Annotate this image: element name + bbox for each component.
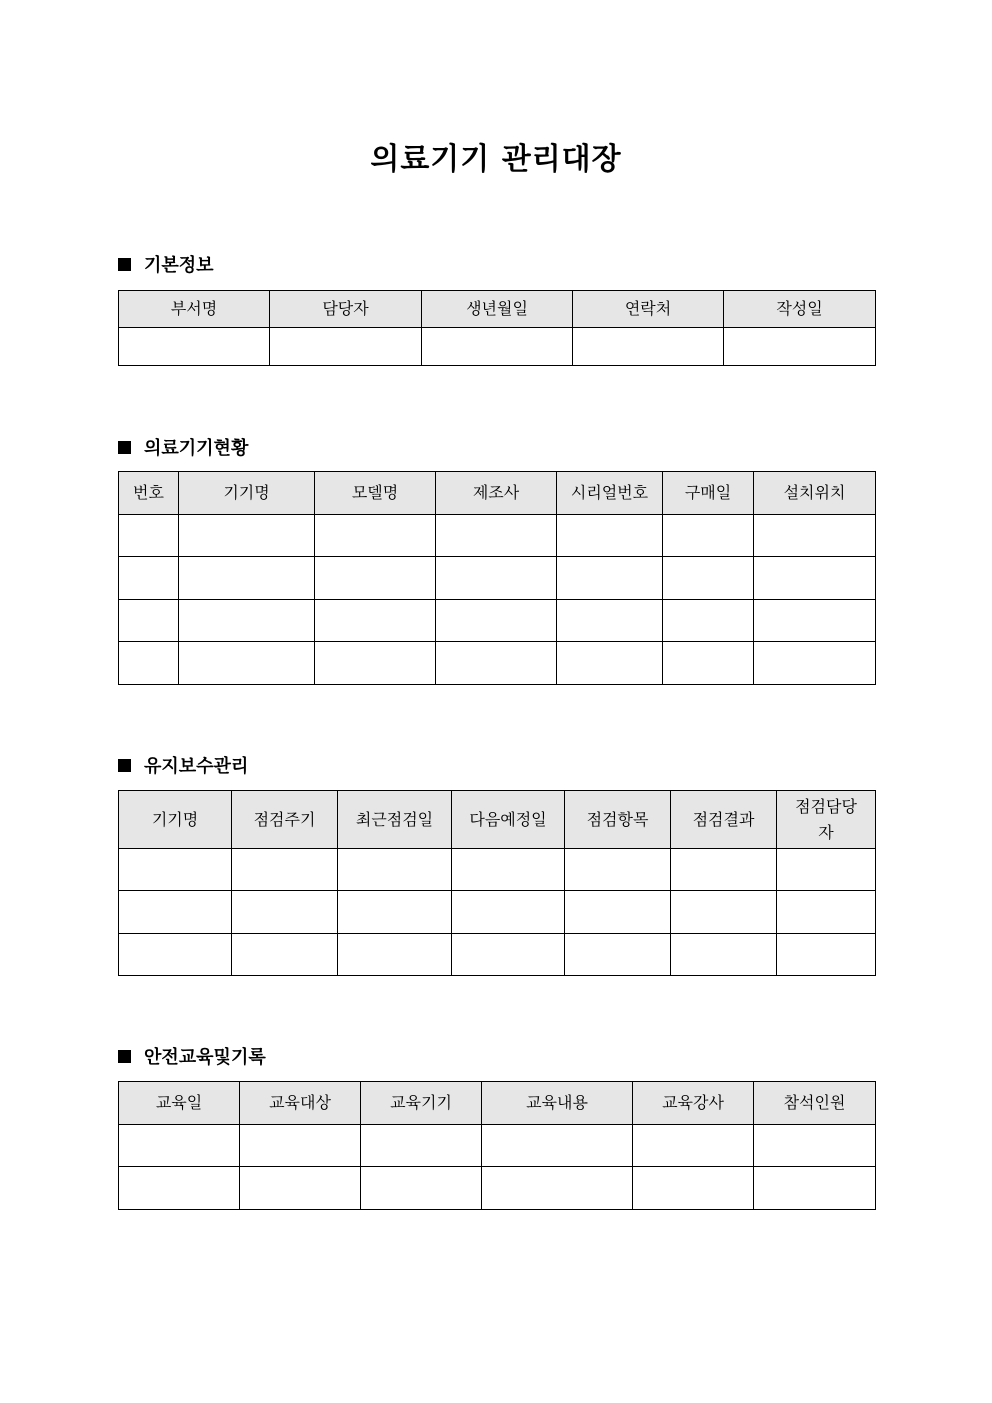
input-cell[interactable] bbox=[557, 600, 663, 642]
input-cell[interactable] bbox=[361, 1167, 482, 1210]
input-cell[interactable] bbox=[315, 642, 436, 685]
section-heading-safety-training bbox=[118, 1044, 266, 1068]
section-heading-basic-info bbox=[118, 252, 214, 276]
table-row bbox=[119, 934, 876, 976]
input-cell[interactable] bbox=[315, 557, 436, 600]
square-bullet-icon bbox=[118, 441, 131, 454]
input-cell[interactable] bbox=[119, 849, 232, 891]
input-cell[interactable] bbox=[557, 557, 663, 600]
column-header: 다음예정일 bbox=[452, 791, 565, 849]
input-cell[interactable] bbox=[119, 557, 179, 600]
section-heading-label: 의료기기현황 bbox=[144, 438, 249, 459]
table-row bbox=[119, 891, 876, 934]
input-cell[interactable] bbox=[452, 934, 565, 976]
input-cell[interactable] bbox=[482, 1125, 633, 1167]
column-header: 교육기기 bbox=[361, 1082, 482, 1125]
section-heading-label: 기본정보 bbox=[144, 255, 214, 276]
input-cell[interactable] bbox=[754, 1167, 876, 1210]
input-cell[interactable] bbox=[663, 557, 754, 600]
basic-info-table bbox=[118, 290, 876, 366]
table-row bbox=[119, 642, 876, 685]
column-header: 모델명 bbox=[315, 472, 436, 515]
table-row bbox=[119, 515, 876, 557]
input-cell[interactable] bbox=[777, 849, 876, 891]
column-header: 연락처 bbox=[573, 291, 724, 328]
column-header: 제조사 bbox=[436, 472, 557, 515]
column-header: 교육내용 bbox=[482, 1082, 633, 1125]
column-header: 교육강사 bbox=[633, 1082, 754, 1125]
input-cell[interactable] bbox=[663, 600, 754, 642]
input-cell[interactable] bbox=[557, 642, 663, 685]
column-header: 시리얼번호 bbox=[557, 472, 663, 515]
table-header-row bbox=[119, 791, 876, 849]
column-header: 담당자 bbox=[270, 291, 422, 328]
input-cell[interactable] bbox=[633, 1125, 754, 1167]
input-cell[interactable] bbox=[663, 515, 754, 557]
input-cell[interactable] bbox=[671, 891, 777, 934]
table-row bbox=[119, 849, 876, 891]
input-cell[interactable] bbox=[338, 849, 452, 891]
column-header: 부서명 bbox=[119, 291, 270, 328]
input-cell[interactable] bbox=[482, 1167, 633, 1210]
input-cell[interactable] bbox=[338, 934, 452, 976]
input-cell[interactable] bbox=[119, 642, 179, 685]
input-cell[interactable] bbox=[119, 891, 232, 934]
column-header: 최근점검일 bbox=[338, 791, 452, 849]
input-cell[interactable] bbox=[119, 600, 179, 642]
input-cell[interactable] bbox=[436, 600, 557, 642]
column-header: 교육대상 bbox=[240, 1082, 361, 1125]
maintenance-table bbox=[118, 790, 876, 976]
input-cell[interactable] bbox=[452, 849, 565, 891]
document-title: 의료기기 관리대장 bbox=[370, 142, 622, 177]
safety-training-table bbox=[118, 1081, 876, 1210]
input-cell[interactable] bbox=[232, 934, 338, 976]
column-header: 생년월일 bbox=[422, 291, 573, 328]
column-header: 점검항목 bbox=[565, 791, 671, 849]
square-bullet-icon bbox=[118, 258, 131, 271]
input-cell[interactable] bbox=[557, 515, 663, 557]
input-cell[interactable] bbox=[315, 515, 436, 557]
input-cell[interactable] bbox=[452, 891, 565, 934]
column-header: 번호 bbox=[119, 472, 179, 515]
column-header: 구매일 bbox=[663, 472, 754, 515]
input-cell[interactable] bbox=[754, 1125, 876, 1167]
square-bullet-icon bbox=[118, 1050, 131, 1063]
input-cell[interactable] bbox=[232, 891, 338, 934]
input-cell[interactable] bbox=[777, 934, 876, 976]
input-cell[interactable] bbox=[119, 515, 179, 557]
input-cell[interactable] bbox=[232, 849, 338, 891]
input-cell[interactable] bbox=[754, 642, 876, 685]
input-cell[interactable] bbox=[179, 600, 315, 642]
square-bullet-icon bbox=[118, 759, 131, 772]
section-heading-device-status bbox=[118, 435, 248, 459]
input-cell[interactable] bbox=[565, 849, 671, 891]
table-row bbox=[119, 557, 876, 600]
input-cell[interactable] bbox=[119, 1167, 240, 1210]
input-cell[interactable] bbox=[754, 557, 876, 600]
input-cell[interactable] bbox=[338, 891, 452, 934]
input-cell[interactable] bbox=[777, 891, 876, 934]
input-cell[interactable] bbox=[179, 515, 315, 557]
input-cell[interactable] bbox=[671, 934, 777, 976]
input-cell[interactable] bbox=[361, 1125, 482, 1167]
input-cell[interactable] bbox=[754, 600, 876, 642]
input-cell[interactable] bbox=[436, 642, 557, 685]
table-row bbox=[119, 1125, 876, 1167]
column-header: 기기명 bbox=[119, 791, 232, 849]
input-cell[interactable] bbox=[119, 1125, 240, 1167]
input-cell[interactable] bbox=[240, 1167, 361, 1210]
input-cell[interactable] bbox=[436, 515, 557, 557]
column-header: 설치위치 bbox=[754, 472, 876, 515]
section-heading-maintenance bbox=[118, 753, 248, 777]
input-cell[interactable] bbox=[436, 557, 557, 600]
column-header: 점검주기 bbox=[232, 791, 338, 849]
input-cell[interactable] bbox=[754, 515, 876, 557]
input-cell[interactable] bbox=[315, 600, 436, 642]
input-cell[interactable] bbox=[565, 891, 671, 934]
table-row bbox=[119, 328, 876, 366]
column-header: 참석인원 bbox=[754, 1082, 876, 1125]
device-status-table bbox=[118, 471, 876, 685]
table-header-row bbox=[119, 472, 876, 515]
column-header: 교육일 bbox=[119, 1082, 240, 1125]
input-cell[interactable] bbox=[671, 849, 777, 891]
input-cell[interactable] bbox=[179, 557, 315, 600]
column-header: 점검담당자 bbox=[777, 791, 876, 849]
input-cell-written-date[interactable] bbox=[724, 328, 876, 366]
table-header-row bbox=[119, 291, 876, 328]
section-heading-label: 유지보수관리 bbox=[144, 756, 249, 777]
input-cell-birthdate[interactable] bbox=[422, 328, 573, 366]
input-cell[interactable] bbox=[240, 1125, 361, 1167]
input-cell[interactable] bbox=[565, 934, 671, 976]
input-cell[interactable] bbox=[663, 642, 754, 685]
input-cell[interactable] bbox=[179, 642, 315, 685]
input-cell[interactable] bbox=[633, 1167, 754, 1210]
table-row bbox=[119, 1167, 876, 1210]
input-cell[interactable] bbox=[119, 934, 232, 976]
column-header: 작성일 bbox=[724, 291, 876, 328]
input-cell-contact[interactable] bbox=[573, 328, 724, 366]
table-row bbox=[119, 600, 876, 642]
table-header-row bbox=[119, 1082, 876, 1125]
section-heading-label: 안전교육및기록 bbox=[144, 1047, 266, 1068]
input-cell-department[interactable] bbox=[119, 328, 270, 366]
input-cell-manager[interactable] bbox=[270, 328, 422, 366]
column-header: 기기명 bbox=[179, 472, 315, 515]
column-header: 점검결과 bbox=[671, 791, 777, 849]
